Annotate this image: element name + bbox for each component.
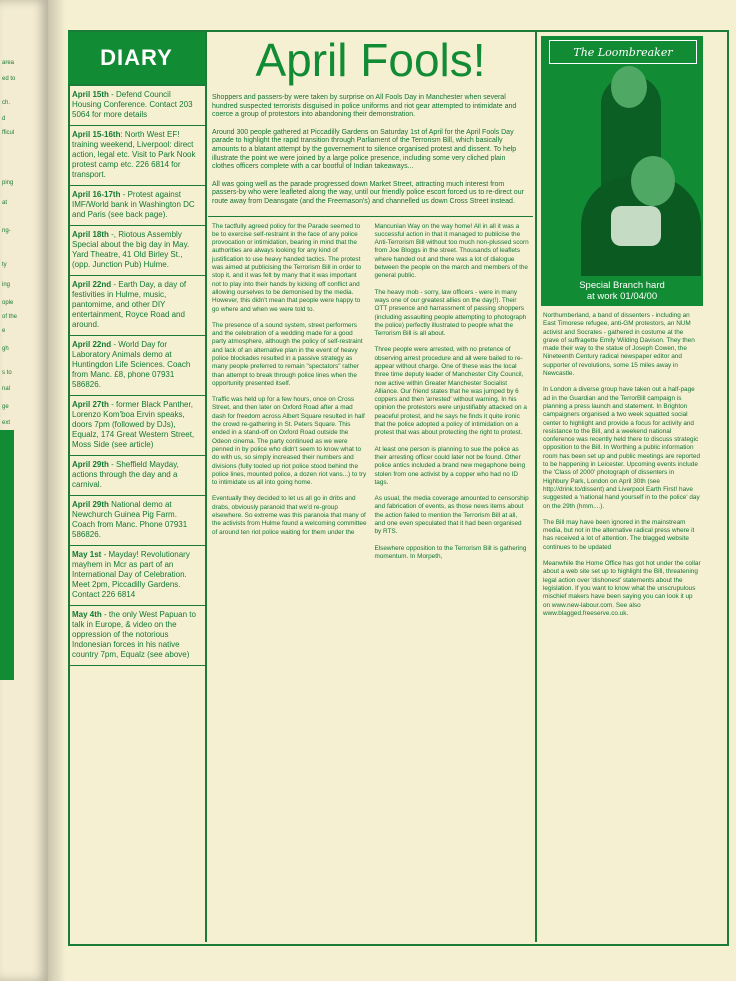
article-paragraph: The heavy mob - sorry, law officers - were in many ways one of our greatest allies on the day(!). Their OTT presence and harrassment of passing shoppers (including assaulting people attempting to photograph the police) perfectly illustrated to people what the Terrorism Bill is all about.: [374, 288, 527, 338]
diary-column: [68, 32, 207, 942]
photo-caption-line-1: Special Branch hard: [579, 280, 665, 291]
sidebar-column: [535, 32, 707, 942]
sidebar-paragraph: The Bill may have been ignored in the mainstream media, but not in the alternative radical press where it has received a lot of attention. The blagged website continues to be updated: [543, 518, 695, 551]
diary-entry-date: April 29th: [72, 500, 109, 509]
diary-entry-text: National demo at Newchurch Guinea Pig Farm. Coach from Manc. Phone 07931 586826.: [72, 500, 188, 539]
diary-entry: [68, 606, 205, 666]
facing-page-fragment: at: [2, 200, 8, 206]
diary-entry: [68, 276, 205, 336]
diary-entry: [68, 126, 205, 186]
diary-entry-text: - Protest against IMF/World bank in Washington DC and Paris (see back page).: [72, 190, 195, 219]
diary-entry-date: April 29th: [72, 460, 109, 469]
article-paragraph: The presence of a sound system, street performers and the celebration of a wedding made for a good party atmosphere, although the policy of self-restraint and lack of an alternative plan in the event of heavy police blockades resulted in a passive strategy as many people preferred to remain "spectators" rather than attempt to break through police lines when the opportunity presented itself.: [212, 321, 363, 387]
facing-page-fragment: gh: [2, 346, 9, 352]
photo-figure-head: [611, 66, 647, 108]
article-columns: [208, 217, 533, 570]
diary-entry: [68, 86, 205, 126]
diary-entry-text: - World Day for Laboratory Animals demo at Huntingdon Life Sciences. Coach from Manc. £8, phone 07931 586826.: [72, 340, 191, 389]
facing-page-fragment: ing: [2, 282, 11, 288]
facing-page: [0, 0, 48, 981]
diary-entry-text: - former Black Panther, Lorenzo Kom'boa Ervin speaks, doors 7pm (followed by DJs), Equalz, 174 Great Western Street, Moss Side (see article): [72, 400, 195, 449]
photo-caption-line-2: at work 01/04/00: [586, 291, 658, 302]
facing-page-fragment: area: [2, 60, 15, 66]
diary-entry: [68, 336, 205, 396]
facing-page-fragment: ext: [2, 420, 11, 426]
sidebar-paragraph: Northumberland, a band of dissenters - including an East Timorese refugee, anti-GM protestors, an NUM activist and Socrates - gathered in costume at the grave of suffragette Emily Wilding Davison. They then made their way to the statue of Joseph Cowen, the Nineteenth Century radical newspaper editor and supporter of revolutions, some 15 miles away in Newcastle.: [543, 312, 695, 378]
facing-page-fragment: d: [2, 116, 6, 122]
diary-entry-date: April 15th: [72, 90, 109, 99]
diary-entry: [68, 226, 205, 276]
facing-page-fragment: ch.: [2, 100, 11, 106]
diary-entry-text: -, Riotous Assembly Special about the big day in May. Yard Theatre, 41 Old Birley St., (opp. Junction Pub) Hulme.: [72, 230, 190, 269]
facing-page-fragment: of the: [2, 314, 18, 320]
newsletter-page: [48, 0, 736, 981]
facing-page-fragment: ng-: [2, 228, 11, 234]
diary-title: DIARY: [68, 32, 205, 86]
article-paragraph: Traffic was held up for a few hours, once on Cross Street, and then later on Oxford Road after a mad dash for freedom across Albert Square resulted in half the crowd re-gathering in St. Peters Square. This ended in a stand-off on Oxford Road outside the Odeon cinema. The party continued as we were penned in by police who didn't seem to know what to do with us, so simply increased their numbers and divisions (fully tooled up riot police stood behind the police lines, mounted police, a dozen riot vans...) to try to intimidate us all into going home.: [212, 396, 367, 487]
facing-page-fragment: ge: [2, 404, 9, 410]
diary-entries: [68, 86, 205, 666]
diary-entry-text: - the only West Papuan to talk in Europe, & video on the oppression of the notorious Indonesian forces in his native country 7pm, Equalz (see above): [72, 610, 196, 659]
facing-page-fragment: e: [2, 328, 6, 334]
facing-page-fragment: s to: [2, 370, 12, 376]
article-paragraph: At least one person is planning to sue the police as their arresting officer could later not be found. Other police antics included a brand new megaphone being stolen from one activist by a copper who had no ID tags.: [374, 445, 526, 486]
diary-entry: [68, 396, 205, 456]
diary-entry: [68, 456, 205, 496]
lead-paragraph: Around 300 people gathered at Piccadilly Gardens on Saturday 1st of April for the April Fools Day parade to highlight the rapid transition through Parliament of the Terrorism Bill, which basically amounts to a blatant attempt by the governement to silence organised protest and dissent. To help illustrate the point we were joined by a large police presence, including some very cliched plain clothes officers complete with a car bootful of Indian takeaways...: [212, 128, 517, 171]
diary-entry-text: : North West EF! training weekend, Liverpool: direct action, legal etc. Visit to Park Nook protest camp etc. 226 6814 for transport.: [72, 130, 196, 179]
article-column-1: [212, 223, 367, 570]
article-column-2: [375, 223, 530, 570]
photo-caption: [541, 280, 703, 302]
diary-entry: [68, 496, 205, 546]
facing-page-fragment: ed to: [2, 76, 16, 82]
article-lead: [208, 88, 533, 217]
article-paragraph: Eventually they decided to let us all go in dribs and drabs, obviously paranoid that we'd re-group elsewhere. So extreme was this paranoia that many of the activists from Hulme found a welcoming committee of around ten riot police waiting for them under the: [212, 495, 367, 536]
diary-entry: [68, 186, 205, 226]
diary-entry-text: - Earth Day, a day of festivities in Hulme, music, pantomime, and other DIY entertainment, Royce Road and around.: [72, 280, 187, 329]
photo-detail: [611, 206, 661, 246]
facing-page-fragment: nal: [2, 386, 11, 392]
loombreaker-banner: The Loombreaker: [549, 40, 697, 64]
diary-entry-date: April 22nd: [72, 340, 112, 349]
article-paragraph: The tactfully agreed policy for the Parade seemed to be to exercise self-restraint in the face of any police provocation or intimidation, bearing in mind that the authorities are always looking for any kind of justification to use heavy handed tactics. The protest was aimed at publicising the Terrorism Bill in order to stop it, and it was felt by many that it was important not to play into their hands by kicking off conflict and allowing ourselves to be demonised by the media. However, this didn't mean that people were happy to go where and when we were told to.: [212, 222, 362, 313]
diary-entry-date: April 16-17th: [72, 190, 121, 199]
april-fools-article: [208, 32, 533, 942]
special-branch-photo: [541, 36, 703, 306]
diary-entry-date: April 22nd: [72, 280, 112, 289]
sidebar-paragraph: In London a diverse group have taken out a half-page ad in the Guardian and the TerrorBill campaign is planning a press launch and statement. In Brighton campaigners organised a two week squatted social center to highlight and provide a focus for activity and resistance to the Bill, and a weekend national conference was recently held there to discuss strategic opposition to the Bill. In Worthing a public information room has been set up and public meetings are reported to be happening in Leicester. Upcoming events include the 'Class of 2000' photograph of dissenters in Highbury Park, London on April 30th (see http://drink.to/dissent) and Liverpool Earth First! have suggested a 'national hand yourself in to the police' day on the 29th (hmm....).: [543, 386, 701, 510]
facing-page-green-box: [0, 430, 14, 680]
facing-page-fragment: ople: [2, 300, 14, 306]
article-paragraph: As usual, the media coverage amounted to censorship and fabrication of events, as those news items about the action failed to mention the Terrorism Bill at all, and one even speculated that it had been organised by RTS.: [374, 495, 529, 536]
diary-entry-text: - Mayday! Revolutionary mayhem in Mcr as part of an International Day of Celebration. Meet 2pm, Piccadilly Gardens. Contact 226 6814: [72, 550, 190, 599]
diary-entry-date: April 18th: [72, 230, 109, 239]
photo-figure-head: [631, 156, 675, 206]
sidebar-text: [537, 310, 707, 618]
diary-entry: [68, 546, 205, 606]
lead-paragraph: Shoppers and passers-by were taken by surprise on All Fools Day in Manchester when several hundred suspected terrorists disguised in police uniforms and riot gear attempted to intimidate and coerce a group of protestors into abandoning their demonstration.: [212, 94, 517, 119]
diary-entry-date: April 15-16th: [72, 130, 121, 139]
article-paragraph: Mancunian Way on the way home! All in all it was a successful action in that it managed to publicise the Anti-Terrorism Bill without too much non-plussed scorn from Joe Bloggs in the street. Thousands of leaflets where handed out and there was a lot of dialogue between the people on the march and members of the general public.: [374, 222, 529, 280]
lead-paragraph: All was going well as the parade progressed down Market Street, attracting much interest from passers-by who were leafleted along the way, until our friendly police escort forced us to re-direct our route away from Deansgate (and the Freemason's) and channelled us down Cross Street instead.: [212, 180, 524, 205]
facing-page-fragment: ty: [2, 262, 7, 268]
diary-entry-text: - Defend Council Housing Conference. Contact 203 5064 for more details: [72, 90, 193, 119]
sidebar-paragraph: Meanwhile the Home Office has got hot under the collar about a web site set up to highlight the Bill, threatening legal action over 'dishonest' statements about the legislation. If you want to know what the unscrupulous mischief makers have been saying you can look it up on www.new-labour.com. See also www.blagged.freeserve.co.uk.: [543, 560, 701, 617]
article-paragraph: Three people were arrested, with no pretence of observing arrest procedure and all were bailed to re-appear without charge. One of these was the local three time deputy leader of Manchester City Council, now active within Greater Manchester Socialist Alliance. Our friend states that he was jumped by 6 coppers and then 'arrested' without warning. In his opinion the protestors were unjustifiably attacked on a peaceful protest, and he says he finds it quite ironic that the police adopted a policy of intimidation on a protest that was about protecting the right to protest.: [374, 346, 527, 437]
diary-entry-text: - Sheffield Mayday, actions through the day and a carnival.: [72, 460, 179, 489]
article-headline: April Fools!: [255, 34, 486, 86]
diary-entry-date: April 27th: [72, 400, 109, 409]
article-paragraph: Elsewhere opposition to the Terrorism Bill is gathering momentum. In Morpeth,: [374, 544, 527, 560]
facing-page-fragment: fficul: [2, 130, 15, 136]
diary-entry-date: May 1st: [72, 550, 102, 559]
facing-page-fragment: ping: [2, 180, 14, 186]
diary-entry-date: May 4th: [72, 610, 102, 619]
